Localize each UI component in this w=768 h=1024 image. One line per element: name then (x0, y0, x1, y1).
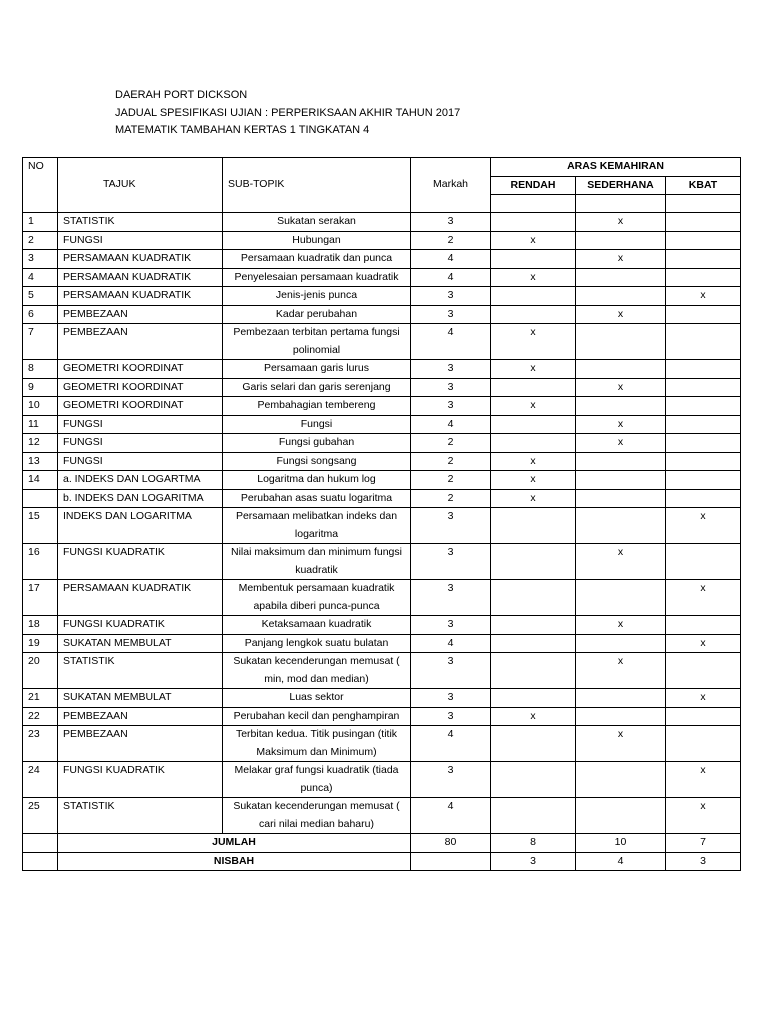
row-rendah (491, 798, 576, 834)
row-no: 15 (23, 508, 58, 544)
row-markah: 3 (411, 707, 491, 726)
row-subtopik: Jenis-jenis punca (223, 287, 411, 306)
row-kbat: x (666, 798, 741, 834)
row-rendah (491, 762, 576, 798)
row-tajuk: a. INDEKS DAN LOGARTMA (58, 471, 223, 490)
column-header-rendah: RENDAH (491, 176, 576, 195)
row-subtopik: Panjang lengkok suatu bulatan (223, 634, 411, 653)
row-tajuk: FUNGSI KUADRATIK (58, 544, 223, 580)
district-title: DAERAH PORT DICKSON (115, 89, 248, 101)
row-kbat (666, 653, 741, 689)
row-markah: 4 (411, 250, 491, 269)
table-row (23, 452, 741, 471)
row-subtopik: Perubahan kecil dan penghampiran (223, 707, 411, 726)
row-no: 2 (23, 231, 58, 250)
row-rendah (491, 378, 576, 397)
row-markah: 2 (411, 471, 491, 490)
row-subtopik: Nilai maksimum dan minimum fungsi kuadratik (223, 544, 411, 580)
row-kbat (666, 268, 741, 287)
row-sederhana (576, 508, 666, 544)
row-no: 20 (23, 653, 58, 689)
row-kbat (666, 616, 741, 635)
row-rendah (491, 250, 576, 269)
row-kbat (666, 324, 741, 360)
row-no: 1 (23, 213, 58, 232)
row-rendah (491, 616, 576, 635)
table-row (23, 689, 741, 708)
row-sederhana: x (576, 434, 666, 453)
row-tajuk: STATISTIK (58, 798, 223, 834)
ratio-label: NISBAH (58, 852, 411, 871)
document-header (115, 87, 460, 140)
row-sederhana (576, 489, 666, 508)
row-kbat (666, 231, 741, 250)
row-tajuk: PERSAMAAN KUADRATIK (58, 580, 223, 616)
table-row (23, 434, 741, 453)
row-rendah: x (491, 397, 576, 416)
row-markah: 3 (411, 689, 491, 708)
row-tajuk: FUNGSI (58, 415, 223, 434)
row-tajuk: SUKATAN MEMBULAT (58, 689, 223, 708)
row-tajuk: FUNGSI KUADRATIK (58, 762, 223, 798)
row-markah: 4 (411, 324, 491, 360)
column-header-no: NO (23, 158, 58, 213)
table-row (23, 415, 741, 434)
table-body (23, 213, 741, 834)
row-tajuk: FUNGSI (58, 452, 223, 471)
total-label: JUMLAH (58, 834, 411, 853)
row-tajuk: FUNGSI KUADRATIK (58, 616, 223, 635)
row-no: 21 (23, 689, 58, 708)
row-subtopik: Fungsi songsang (223, 452, 411, 471)
row-tajuk: GEOMETRI KOORDINAT (58, 397, 223, 416)
row-no: 16 (23, 544, 58, 580)
row-subtopik: Membentuk persamaan kuadratik apabila diberi punca-punca (223, 580, 411, 616)
row-rendah: x (491, 324, 576, 360)
row-kbat: x (666, 634, 741, 653)
row-subtopik: Persamaan garis lurus (223, 360, 411, 379)
row-no: 8 (23, 360, 58, 379)
row-tajuk: PEMBEZAAN (58, 324, 223, 360)
row-no: 6 (23, 305, 58, 324)
row-markah: 4 (411, 726, 491, 762)
row-tajuk: INDEKS DAN LOGARITMA (58, 508, 223, 544)
row-rendah (491, 305, 576, 324)
row-rendah: x (491, 231, 576, 250)
row-markah: 2 (411, 452, 491, 471)
row-sederhana (576, 231, 666, 250)
row-rendah (491, 544, 576, 580)
row-sederhana (576, 360, 666, 379)
row-markah: 4 (411, 415, 491, 434)
row-sederhana: x (576, 616, 666, 635)
row-kbat (666, 415, 741, 434)
row-no: 23 (23, 726, 58, 762)
row-tajuk: FUNGSI (58, 434, 223, 453)
row-kbat: x (666, 508, 741, 544)
table-row (23, 580, 741, 616)
row-no (23, 489, 58, 508)
row-rendah (491, 689, 576, 708)
row-sederhana: x (576, 653, 666, 689)
row-subtopik: Kadar perubahan (223, 305, 411, 324)
table-row (23, 762, 741, 798)
row-markah: 3 (411, 616, 491, 635)
column-header-subtopik: SUB-TOPIK (223, 158, 411, 213)
total-sederhana: 10 (576, 834, 666, 853)
row-no: 18 (23, 616, 58, 635)
row-tajuk: FUNGSI (58, 231, 223, 250)
row-kbat (666, 471, 741, 490)
row-tajuk: b. INDEKS DAN LOGARITMA (58, 489, 223, 508)
row-subtopik: Melakar graf fungsi kuadratik (tiada punca) (223, 762, 411, 798)
ratio-markah-blank (411, 852, 491, 871)
header-spacer-cell (666, 195, 741, 213)
row-rendah: x (491, 268, 576, 287)
row-subtopik: Luas sektor (223, 689, 411, 708)
table-row (23, 707, 741, 726)
row-kbat: x (666, 580, 741, 616)
row-kbat (666, 452, 741, 471)
row-markah: 3 (411, 378, 491, 397)
row-tajuk: PERSAMAAN KUADRATIK (58, 287, 223, 306)
row-tajuk: PEMBEZAAN (58, 707, 223, 726)
table-row (23, 544, 741, 580)
column-header-markah: Markah (411, 158, 491, 213)
row-subtopik: Perubahan asas suatu logaritma (223, 489, 411, 508)
table-row (23, 489, 741, 508)
table-row (23, 360, 741, 379)
row-markah: 3 (411, 213, 491, 232)
column-header-tajuk (58, 158, 223, 213)
table-row (23, 726, 741, 762)
ratio-kbat: 3 (666, 852, 741, 871)
row-subtopik: Logaritma dan hukum log (223, 471, 411, 490)
table-row (23, 231, 741, 250)
table-row (23, 634, 741, 653)
total-markah: 80 (411, 834, 491, 853)
row-no: 25 (23, 798, 58, 834)
row-markah: 4 (411, 268, 491, 287)
row-no: 17 (23, 580, 58, 616)
row-markah: 3 (411, 305, 491, 324)
table-row (23, 268, 741, 287)
row-markah: 3 (411, 762, 491, 798)
table-row (23, 471, 741, 490)
row-sederhana: x (576, 415, 666, 434)
row-no: 11 (23, 415, 58, 434)
row-rendah (491, 434, 576, 453)
row-subtopik: Penyelesaian persamaan kuadratik (223, 268, 411, 287)
row-subtopik: Terbitan kedua. Titik pusingan (titik Maksimum dan Minimum) (223, 726, 411, 762)
table-row (23, 508, 741, 544)
total-kbat: 7 (666, 834, 741, 853)
row-no: 10 (23, 397, 58, 416)
row-rendah (491, 508, 576, 544)
row-sederhana (576, 452, 666, 471)
row-sederhana: x (576, 544, 666, 580)
table-row (23, 378, 741, 397)
ratio-row-blank (23, 852, 58, 871)
total-rendah: 8 (491, 834, 576, 853)
row-kbat: x (666, 689, 741, 708)
row-kbat (666, 305, 741, 324)
row-tajuk: STATISTIK (58, 213, 223, 232)
ratio-sederhana: 4 (576, 852, 666, 871)
row-subtopik: Fungsi (223, 415, 411, 434)
row-markah: 2 (411, 231, 491, 250)
table-row (23, 798, 741, 834)
row-sederhana (576, 798, 666, 834)
row-kbat (666, 434, 741, 453)
row-sederhana: x (576, 305, 666, 324)
row-subtopik: Fungsi gubahan (223, 434, 411, 453)
row-rendah: x (491, 707, 576, 726)
row-markah: 4 (411, 798, 491, 834)
row-markah: 3 (411, 397, 491, 416)
row-rendah: x (491, 360, 576, 379)
table-row (23, 250, 741, 269)
header-spacer-cell (576, 195, 666, 213)
row-no: 13 (23, 452, 58, 471)
table-row (23, 213, 741, 232)
row-tajuk: PERSAMAAN KUADRATIK (58, 250, 223, 269)
row-markah: 2 (411, 434, 491, 453)
row-subtopik: Persamaan melibatkan indeks dan logaritma (223, 508, 411, 544)
row-kbat (666, 213, 741, 232)
row-rendah (491, 287, 576, 306)
row-kbat (666, 378, 741, 397)
row-sederhana (576, 762, 666, 798)
row-tajuk: PEMBEZAAN (58, 726, 223, 762)
row-sederhana (576, 580, 666, 616)
row-rendah: x (491, 489, 576, 508)
row-rendah (491, 653, 576, 689)
subject-title: MATEMATIK TAMBAHAN KERTAS 1 TINGKATAN 4 (115, 124, 370, 136)
row-no: 4 (23, 268, 58, 287)
row-no: 24 (23, 762, 58, 798)
exam-spec-title: JADUAL SPESIFIKASI UJIAN : PERPERIKSAAN AKHIR TAHUN 2017 (115, 106, 461, 119)
table-row (23, 287, 741, 306)
row-sederhana (576, 397, 666, 416)
row-subtopik: Sukatan serakan (223, 213, 411, 232)
row-rendah (491, 726, 576, 762)
row-tajuk: STATISTIK (58, 653, 223, 689)
row-sederhana (576, 689, 666, 708)
row-no: 3 (23, 250, 58, 269)
column-header-sederhana: SEDERHANA (576, 176, 666, 195)
row-tajuk: GEOMETRI KOORDINAT (58, 360, 223, 379)
row-sederhana (576, 268, 666, 287)
specification-table (22, 157, 741, 871)
row-sederhana (576, 634, 666, 653)
row-rendah: x (491, 471, 576, 490)
ratio-rendah: 3 (491, 852, 576, 871)
table-row (23, 653, 741, 689)
table-row (23, 324, 741, 360)
row-markah: 2 (411, 489, 491, 508)
row-sederhana: x (576, 213, 666, 232)
row-kbat (666, 544, 741, 580)
row-subtopik: Ketaksamaan kuadratik (223, 616, 411, 635)
row-kbat (666, 397, 741, 416)
row-subtopik: Garis selari dan garis serenjang (223, 378, 411, 397)
row-sederhana: x (576, 378, 666, 397)
table-row (23, 397, 741, 416)
row-kbat (666, 707, 741, 726)
row-rendah (491, 634, 576, 653)
row-kbat (666, 360, 741, 379)
row-kbat (666, 250, 741, 269)
row-markah: 4 (411, 634, 491, 653)
row-no: 7 (23, 324, 58, 360)
row-subtopik: Sukatan kecenderungan memusat ( cari nilai median baharu) (223, 798, 411, 834)
row-kbat (666, 489, 741, 508)
row-tajuk: SUKATAN MEMBULAT (58, 634, 223, 653)
row-markah: 3 (411, 544, 491, 580)
row-markah: 3 (411, 508, 491, 544)
row-markah: 3 (411, 287, 491, 306)
column-header-tajuk-label: TAJUK (103, 178, 136, 191)
row-sederhana (576, 287, 666, 306)
ratio-row (23, 852, 741, 871)
row-subtopik: Pembahagian tembereng (223, 397, 411, 416)
row-sederhana (576, 707, 666, 726)
row-rendah (491, 580, 576, 616)
row-sederhana: x (576, 726, 666, 762)
table-row (23, 616, 741, 635)
row-no: 22 (23, 707, 58, 726)
column-header-kbat: KBAT (666, 176, 741, 195)
row-no: 12 (23, 434, 58, 453)
row-markah: 3 (411, 653, 491, 689)
total-row (23, 834, 741, 853)
row-rendah (491, 213, 576, 232)
row-sederhana (576, 471, 666, 490)
row-sederhana (576, 324, 666, 360)
row-rendah (491, 415, 576, 434)
row-tajuk: GEOMETRI KOORDINAT (58, 378, 223, 397)
table-row (23, 305, 741, 324)
row-no: 14 (23, 471, 58, 490)
total-row-blank (23, 834, 58, 853)
row-subtopik: Persamaan kuadratik dan punca (223, 250, 411, 269)
row-tajuk: PERSAMAAN KUADRATIK (58, 268, 223, 287)
row-markah: 3 (411, 580, 491, 616)
row-subtopik: Sukatan kecenderungan memusat ( min, mod dan median) (223, 653, 411, 689)
row-no: 9 (23, 378, 58, 397)
column-header-aras-kemahiran: ARAS KEMAHIRAN (491, 158, 741, 177)
row-sederhana: x (576, 250, 666, 269)
row-markah: 3 (411, 360, 491, 379)
row-subtopik: Pembezaan terbitan pertama fungsi polinomial (223, 324, 411, 360)
row-tajuk: PEMBEZAAN (58, 305, 223, 324)
row-kbat: x (666, 287, 741, 306)
row-kbat: x (666, 762, 741, 798)
row-no: 5 (23, 287, 58, 306)
row-no: 19 (23, 634, 58, 653)
row-kbat (666, 726, 741, 762)
header-spacer-cell (491, 195, 576, 213)
row-rendah: x (491, 452, 576, 471)
row-subtopik: Hubungan (223, 231, 411, 250)
